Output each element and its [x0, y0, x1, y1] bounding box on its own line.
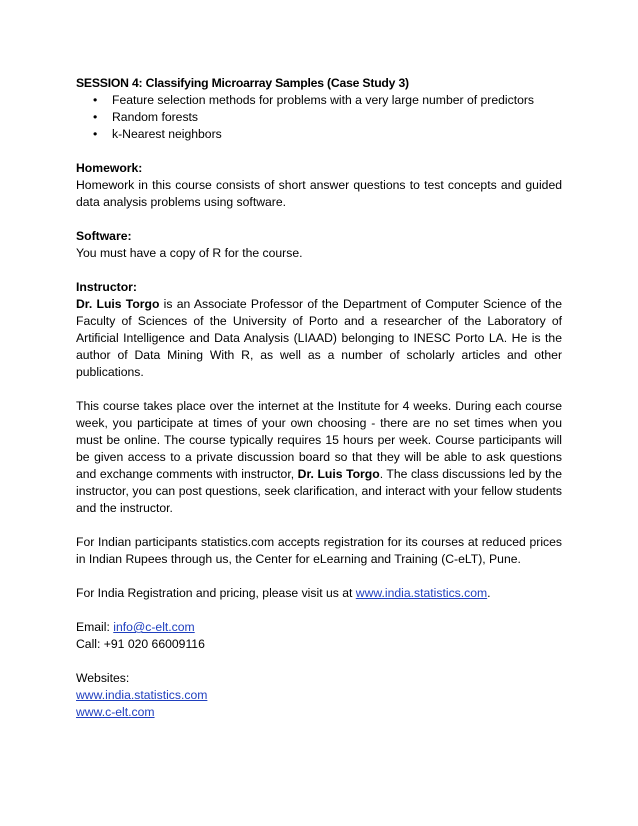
topic-item: • Random forests	[76, 109, 562, 126]
course-description	[76, 398, 562, 517]
call-line: Call: +91 020 66009116	[76, 637, 205, 651]
instructor-name: Dr. Luis Torgo	[76, 297, 160, 311]
instructor-section	[76, 279, 562, 381]
session-title: SESSION 4: Classifying Microarray Samples (Case Study 3)	[76, 76, 409, 90]
course-instructor-name: Dr. Luis Torgo	[297, 467, 380, 481]
indian-participants-text: For Indian participants statistics.com accepts registration for its courses at reduced prices in Indian Rupees through us, the Center for eLearning and Training (C-eLT), Pune.	[76, 535, 562, 566]
software-section	[76, 228, 562, 262]
registration-text: For India Registration and pricing, please visit us at	[76, 586, 356, 600]
websites-label: Websites:	[76, 671, 130, 685]
instructor-heading: Instructor:	[76, 280, 137, 294]
email-line	[76, 619, 562, 636]
course-text-after: . The class discussions led by the instructor, you can post questions, seek clarification, and interact with your fellow students and the instructor.	[76, 467, 562, 515]
session-topics-list	[76, 92, 562, 143]
website-link-india-statistics[interactable]: www.india.statistics.com	[76, 688, 208, 702]
website-link-c-elt[interactable]: www.c-elt.com	[76, 705, 155, 719]
registration-paragraph	[76, 585, 562, 602]
registration-link[interactable]: www.india.statistics.com	[355, 586, 488, 600]
topic-item: • Feature selection methods for problems with a very large number of predictors	[76, 92, 562, 109]
homework-text: Homework in this course consists of short answer questions to test concepts and guided data analysis problems using software.	[76, 178, 562, 209]
email-link[interactable]: info@c-elt.com	[113, 620, 195, 634]
document-body	[76, 75, 562, 738]
session-section	[76, 75, 562, 143]
software-text: You must have a copy of R for the course.	[76, 246, 303, 260]
topic-item: • k-Nearest neighbors	[76, 126, 562, 143]
course-text-before: This course takes place over the internet at the Institute for 4 weeks. During each course week, you participate at times of your own choosing - there are no set times when you must be online. The course typically requires 15 hours per week. Course participants will be given access to a private discussion board so that they will be able to ask questions and exchange comments with instructor,	[76, 399, 562, 481]
email-label: Email:	[76, 620, 114, 634]
homework-heading: Homework:	[76, 161, 143, 175]
software-heading: Software:	[76, 229, 132, 243]
instructor-bio: is an Associate Professor of the Department of Computer Science of the Faculty of Sciences of the University of Porto and a researcher of the Laboratory of Artificial Intelligence and Data Analysis (LIAAD) belonging to INESC Porto LA. He is the author of Data Mining With R, as well as a number of scholarly articles and other publications.	[76, 297, 562, 379]
contact-section	[76, 619, 562, 653]
registration-end: .	[487, 586, 491, 600]
websites-section	[76, 670, 562, 721]
indian-participants-paragraph	[76, 534, 562, 568]
homework-section	[76, 160, 562, 211]
